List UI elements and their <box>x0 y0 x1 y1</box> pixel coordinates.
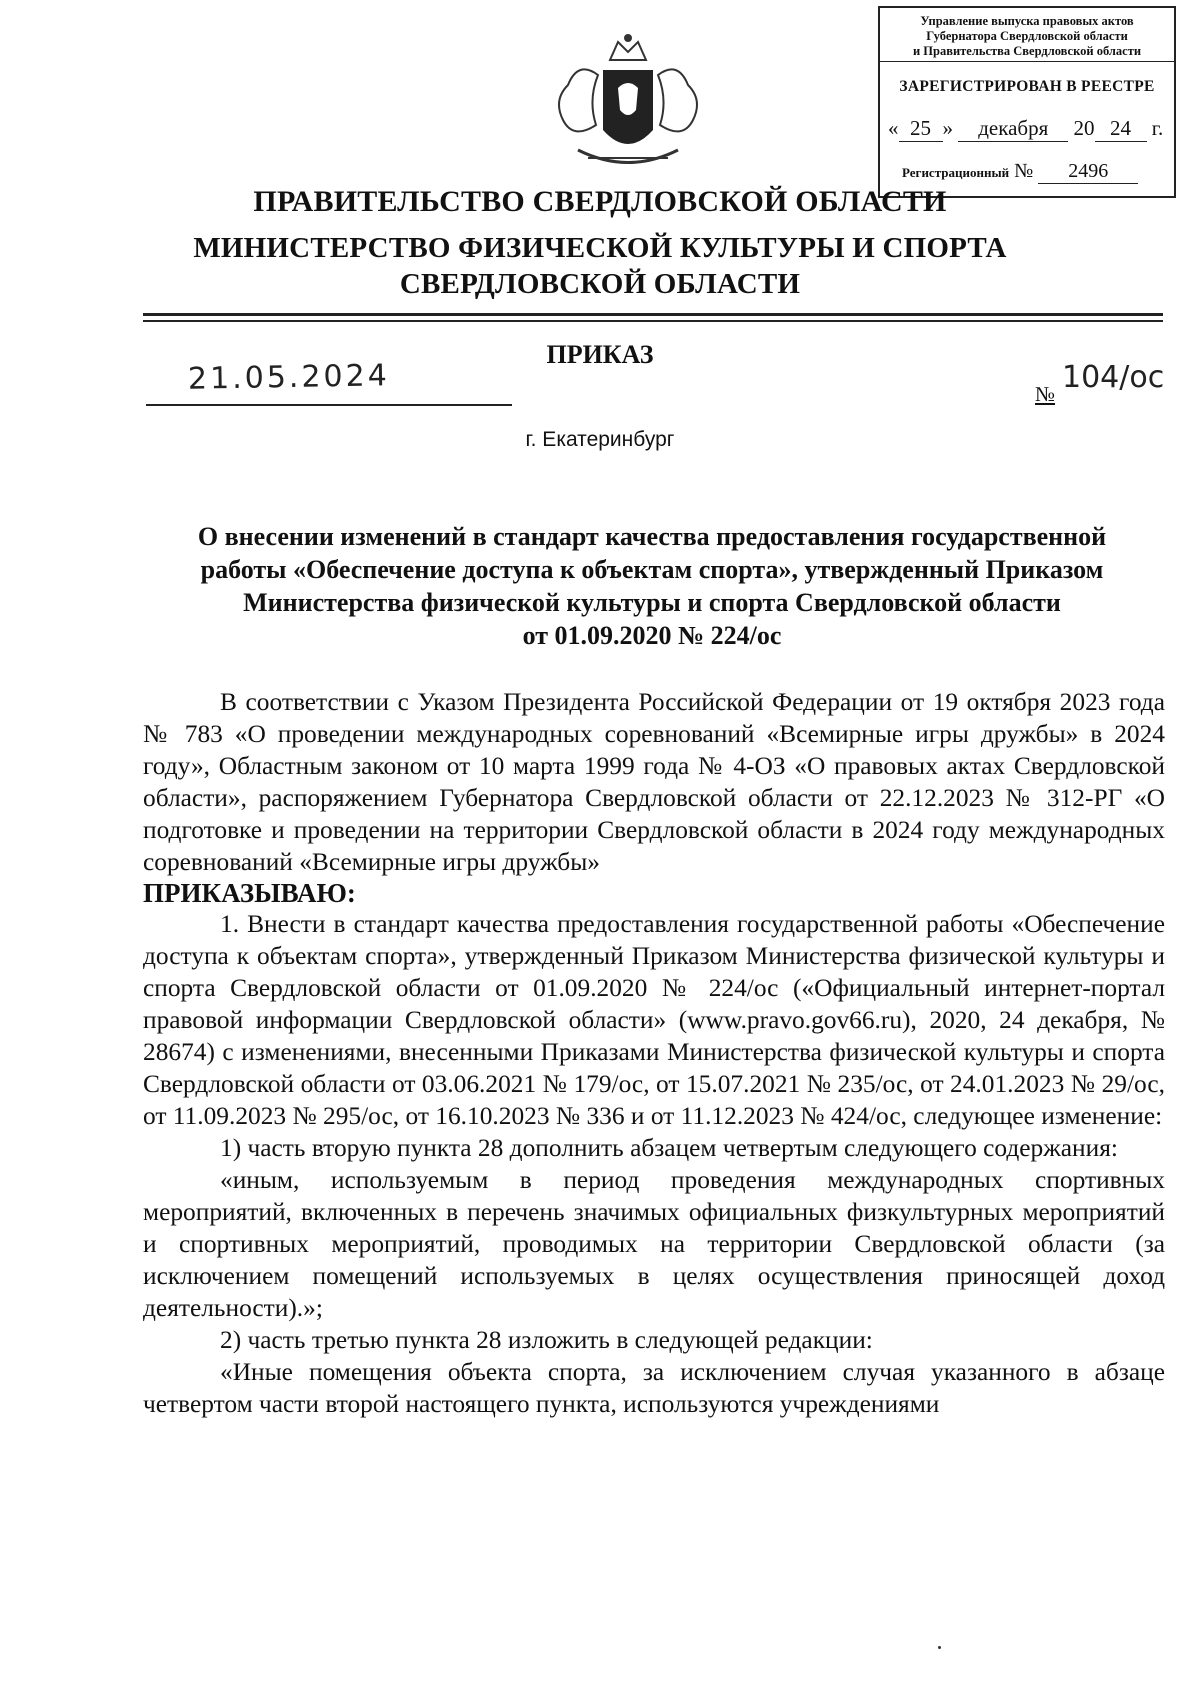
stamp-header-line: Губернатора Свердловской области <box>926 29 1128 43</box>
preamble-paragraph: В соответствии с Указом Президента Российской Федерации от 19 октября 2023 года № 783 «О проведении международных соревнований «Всемирные игры дружбы» в 2024 году», Областным законом от 10 марта 1999 года № 4-ОЗ «О правовых актах Свердловской области», распоряжением Губернатора Свердловской области от 22.12.2023 № 312-РГ «О подготовке и проведении на территории Свердловской области в 2024 году международных соревнований «Всемирные игры дружбы» <box>143 688 1165 876</box>
stamp-date-day: 25 <box>899 116 943 142</box>
registration-stamp <box>878 6 1176 198</box>
stamp-reg-label: Регистрационный <box>902 165 1010 180</box>
ministry-title-line2: СВЕРДЛОВСКОЙ ОБЛАСТИ <box>399 268 801 300</box>
stamp-date-quote-open: « <box>888 116 899 140</box>
order-date-handwritten: 21.05.2024 <box>187 358 391 397</box>
header-divider-thin <box>143 320 1163 322</box>
document-type: ПРИКАЗ <box>546 340 654 369</box>
item-1-paragraph: 1. Внести в стандарт качества предоставления государственной работы «Обеспечение доступа к объектам спорта», утвержденный Приказом Министерства физической культуры и спорта Свердловской области от 01.09.2020 № 224/ос («Официальный интернет-портал правовой информации Свердловской области» (www.pravo.gov66.ru), 2020, 24 декабря, № 28674) с изменениями, внесенными Приказами Министерства физической культуры и спорта Свердловской области от 03.06.2021 № 179/ос, от 15.07.2021 № 235/ос, от 24.01.2023 № 29/ос, от 11.09.2023 № 295/ос, от 16.10.2023 № 336 и от 11.12.2023 № 424/ос, следующее изменение: <box>143 910 1165 1130</box>
page-dot-mark <box>938 1646 941 1649</box>
order-body <box>143 686 1165 1420</box>
quote-1-paragraph: «иным, используемым в период проведения международных спортивных мероприятий, включенных в перечень значимых официальных физкультурных мероприятий и спортивных мероприятий, проводимых на территории Свердловской области (за исключением помещений используемых в целях осуществления приносящей доход деятельности).»; <box>143 1166 1165 1322</box>
stamp-no-sign: № <box>1014 160 1034 182</box>
stamp-number <box>902 160 1138 184</box>
stamp-date <box>888 116 1163 142</box>
stamp-date-month: декабря <box>958 116 1068 142</box>
order-title <box>140 520 1164 652</box>
stamp-date-quote-close: » <box>942 116 953 140</box>
order-title-line: Министерства физической культуры и спорта Свердловской области <box>243 588 1061 617</box>
ministry-title-line1: МИНИСТЕРСТВО ФИЗИЧЕСКОЙ КУЛЬТУРЫ И СПОРТА <box>193 232 1007 264</box>
order-word: ПРИКАЗЫВАЮ: <box>143 878 356 908</box>
order-city: г. Екатеринбург <box>525 428 675 451</box>
order-number-label: № <box>1035 382 1056 406</box>
stamp-reg-number: 2496 <box>1038 160 1138 184</box>
stamp-header-line: Управление выпуска правовых актов <box>920 14 1134 28</box>
order-title-line: от 01.09.2020 № 224/ос <box>522 621 782 650</box>
stamp-date-g: г. <box>1151 116 1164 140</box>
stamp-header <box>880 8 1174 62</box>
subitem-1-paragraph: 1) часть вторую пункта 28 дополнить абзацем четвертым следующего содержания: <box>220 1134 1118 1162</box>
subitem-2-paragraph: 2) часть третью пункта 28 изложить в следующей редакции: <box>220 1326 873 1354</box>
order-number-handwritten: 104/ос <box>1062 360 1165 395</box>
quote-2-paragraph: «Иные помещения объекта спорта, за исключением случая указанного в абзаце четвертом части второй настоящего пункта, используются учреждениями <box>143 1358 1165 1418</box>
stamp-date-year-prefix: 20 <box>1073 116 1095 140</box>
coat-of-arms-emblem <box>548 30 708 180</box>
stamp-registered-label: ЗАРЕГИСТРИРОВАН В РЕЕСТРЕ <box>899 78 1155 95</box>
order-title-line: работы «Обеспечение доступа к объектам спорта», утвержденный Приказом <box>200 555 1104 584</box>
stamp-date-year-suffix: 24 <box>1095 116 1147 142</box>
government-title: ПРАВИТЕЛЬСТВО СВЕРДЛОВСКОЙ ОБЛАСТИ <box>253 185 947 218</box>
header-divider-thick <box>143 313 1163 316</box>
order-title-line: О внесении изменений в стандарт качества предоставления государственной <box>197 522 1107 551</box>
order-date-line <box>146 404 512 406</box>
stamp-header-line: и Правительства Свердловской области <box>912 44 1142 58</box>
